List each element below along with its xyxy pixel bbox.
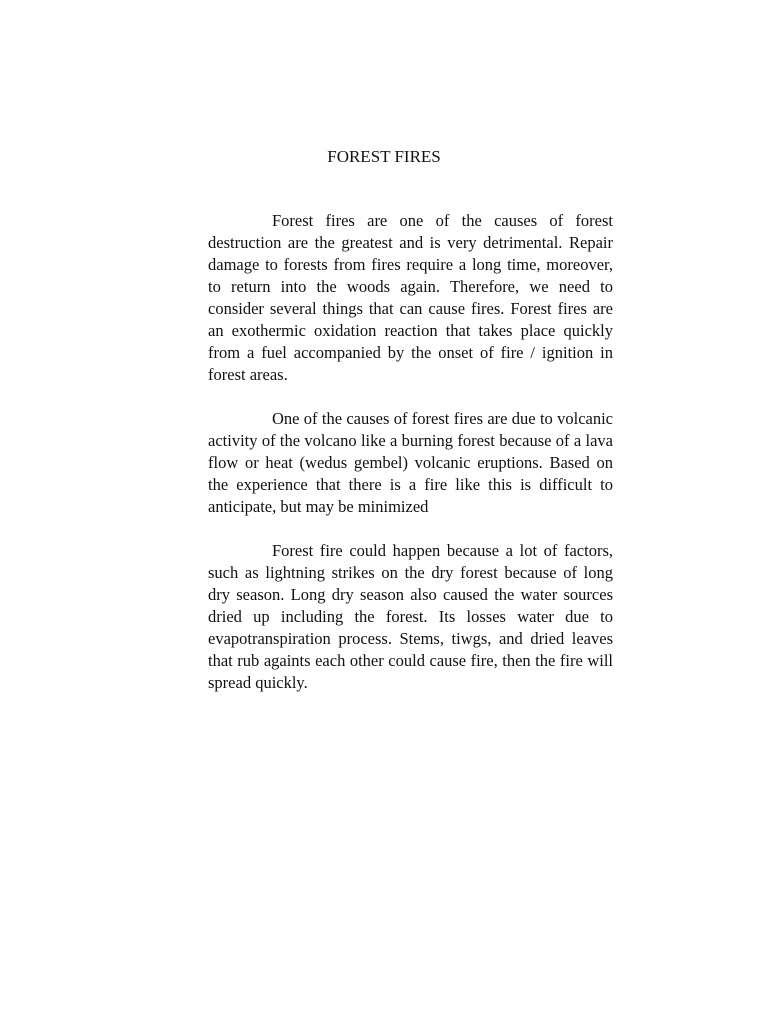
paragraph-1: Forest fires are one of the causes of forest destruction are the greatest and is very detrimental. Repair damage to forests from fires require a long time, moreover, to return into the woods again. Therefore, we need to consider several things that can cause fires. Forest fires are an exothermic oxidation reaction that takes place quickly from a fuel accompanied by the onset of fire / ignition in forest areas.: [208, 211, 613, 384]
document-body: [208, 210, 613, 716]
paragraph-2: One of the causes of forest fires are due to volcanic activity of the volcano like a burning forest because of a lava flow or heat (wedus gembel) volcanic eruptions. Based on the experience that there is a fire like this is difficult to anticipate, but may be minimized: [208, 409, 613, 516]
paragraph-3: Forest fire could happen because a lot of factors, such as lightning strikes on the dry forest because of long dry season. Long dry season also caused the water sources dried up including the forest. Its losses water due to evapotranspiration process. Stems, tiwgs, and dried leaves that rub againts each other could cause fire, then the fire will spread quickly.: [208, 541, 613, 692]
document-title: FOREST FIRES: [327, 147, 441, 166]
